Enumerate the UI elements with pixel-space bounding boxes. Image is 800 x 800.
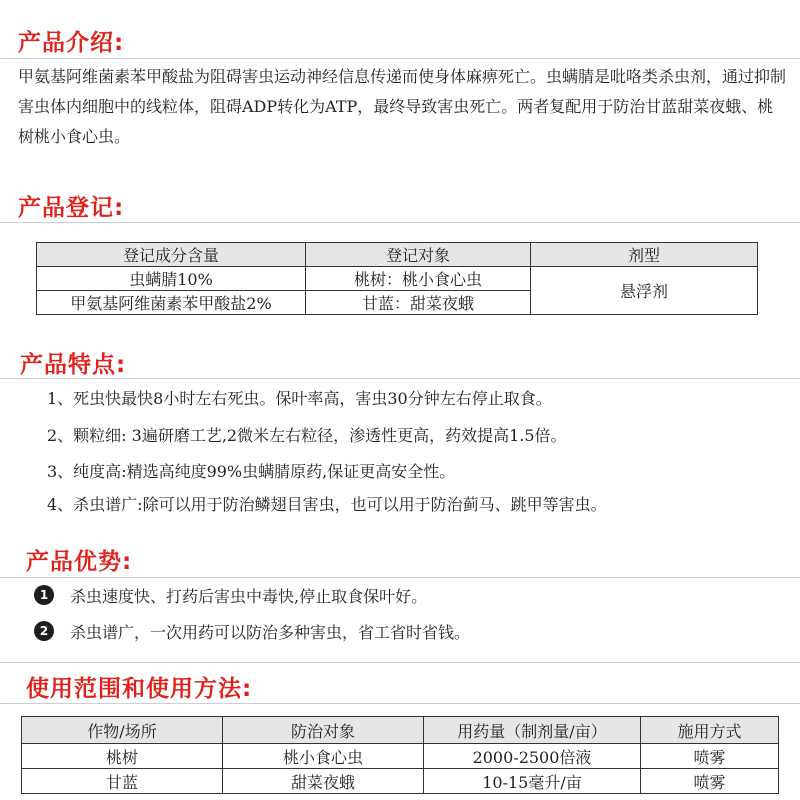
registration-table [36,242,758,315]
registration-ingredient: 虫螨腈10% [37,267,306,291]
divider [0,378,800,379]
features-title: 产品特点: [20,352,127,378]
usage-cell: 喷雾 [641,769,779,794]
table-row [22,744,779,769]
usage-header: 防治对象 [223,717,424,744]
registration-target: 甘蓝：甜菜夜蛾 [306,291,531,315]
advantages-title: 产品优势: [26,549,133,575]
divider [0,222,800,223]
intro-text: 甲氨基阿维菌素苯甲酸盐为阻碍害虫运动神经信息传递而使身体麻痹死亡。虫螨腈是吡咯类杀虫剂，通过抑制害虫体内细胞中的线粒体，阻碍ADP转化为ATP，最终导致害虫死亡。两者复配用于防治甘蓝甜菜夜蛾、桃树桃小食心虫。 [18,67,787,146]
usage-cell: 甘蓝 [22,769,223,794]
advantage-item: 杀虫谱广，一次用药可以防治多种害虫，省工省时省钱。 [70,623,471,642]
registration-header: 登记成分含量 [37,243,306,267]
registration-title: 产品登记: [18,195,125,221]
usage-cell: 甜菜夜蛾 [223,769,424,794]
registration-target: 桃树：桃小食心虫 [306,267,531,291]
advantage-item: 杀虫速度快、打药后害虫中毒快,停止取食保叶好。 [70,587,428,606]
feature-item: 3、纯度高:精选高纯度99%虫螨腈原药,保证更高安全性。 [47,462,456,481]
number-badge-icon: 2 [34,621,54,641]
registration-header: 剂型 [531,243,758,267]
divider [0,577,800,578]
usage-table [21,716,779,794]
registration-header: 登记对象 [306,243,531,267]
divider [0,703,800,704]
divider [0,58,800,59]
registration-formulation: 悬浮剂 [531,267,758,315]
intro-title: 产品介绍: [18,30,125,56]
usage-header: 用药量（制剂量/亩） [424,717,641,744]
usage-header: 作物/场所 [22,717,223,744]
usage-cell: 10-15毫升/亩 [424,769,641,794]
table-row [22,769,779,794]
divider [0,662,800,663]
registration-ingredient: 甲氨基阿维菌素苯甲酸盐2% [37,291,306,315]
feature-item: 4、杀虫谱广:除可以用于防治鳞翅目害虫，也可以用于防治蓟马、跳甲等害虫。 [47,495,607,514]
usage-cell: 桃树 [22,744,223,769]
usage-cell: 2000-2500倍液 [424,744,641,769]
number-badge-icon: 1 [34,585,54,605]
usage-header: 施用方式 [641,717,779,744]
usage-title: 使用范围和使用方法: [26,676,253,702]
table-row [37,267,758,291]
feature-item: 2、颗粒细: 3遍研磨工艺,2微米左右粒径，渗透性更高，药效提高1.5倍。 [47,426,567,445]
usage-cell: 喷雾 [641,744,779,769]
usage-cell: 桃小食心虫 [223,744,424,769]
feature-item: 1、死虫快最快8小时左右死虫。保叶率高，害虫30分钟左右停止取食。 [47,389,552,408]
